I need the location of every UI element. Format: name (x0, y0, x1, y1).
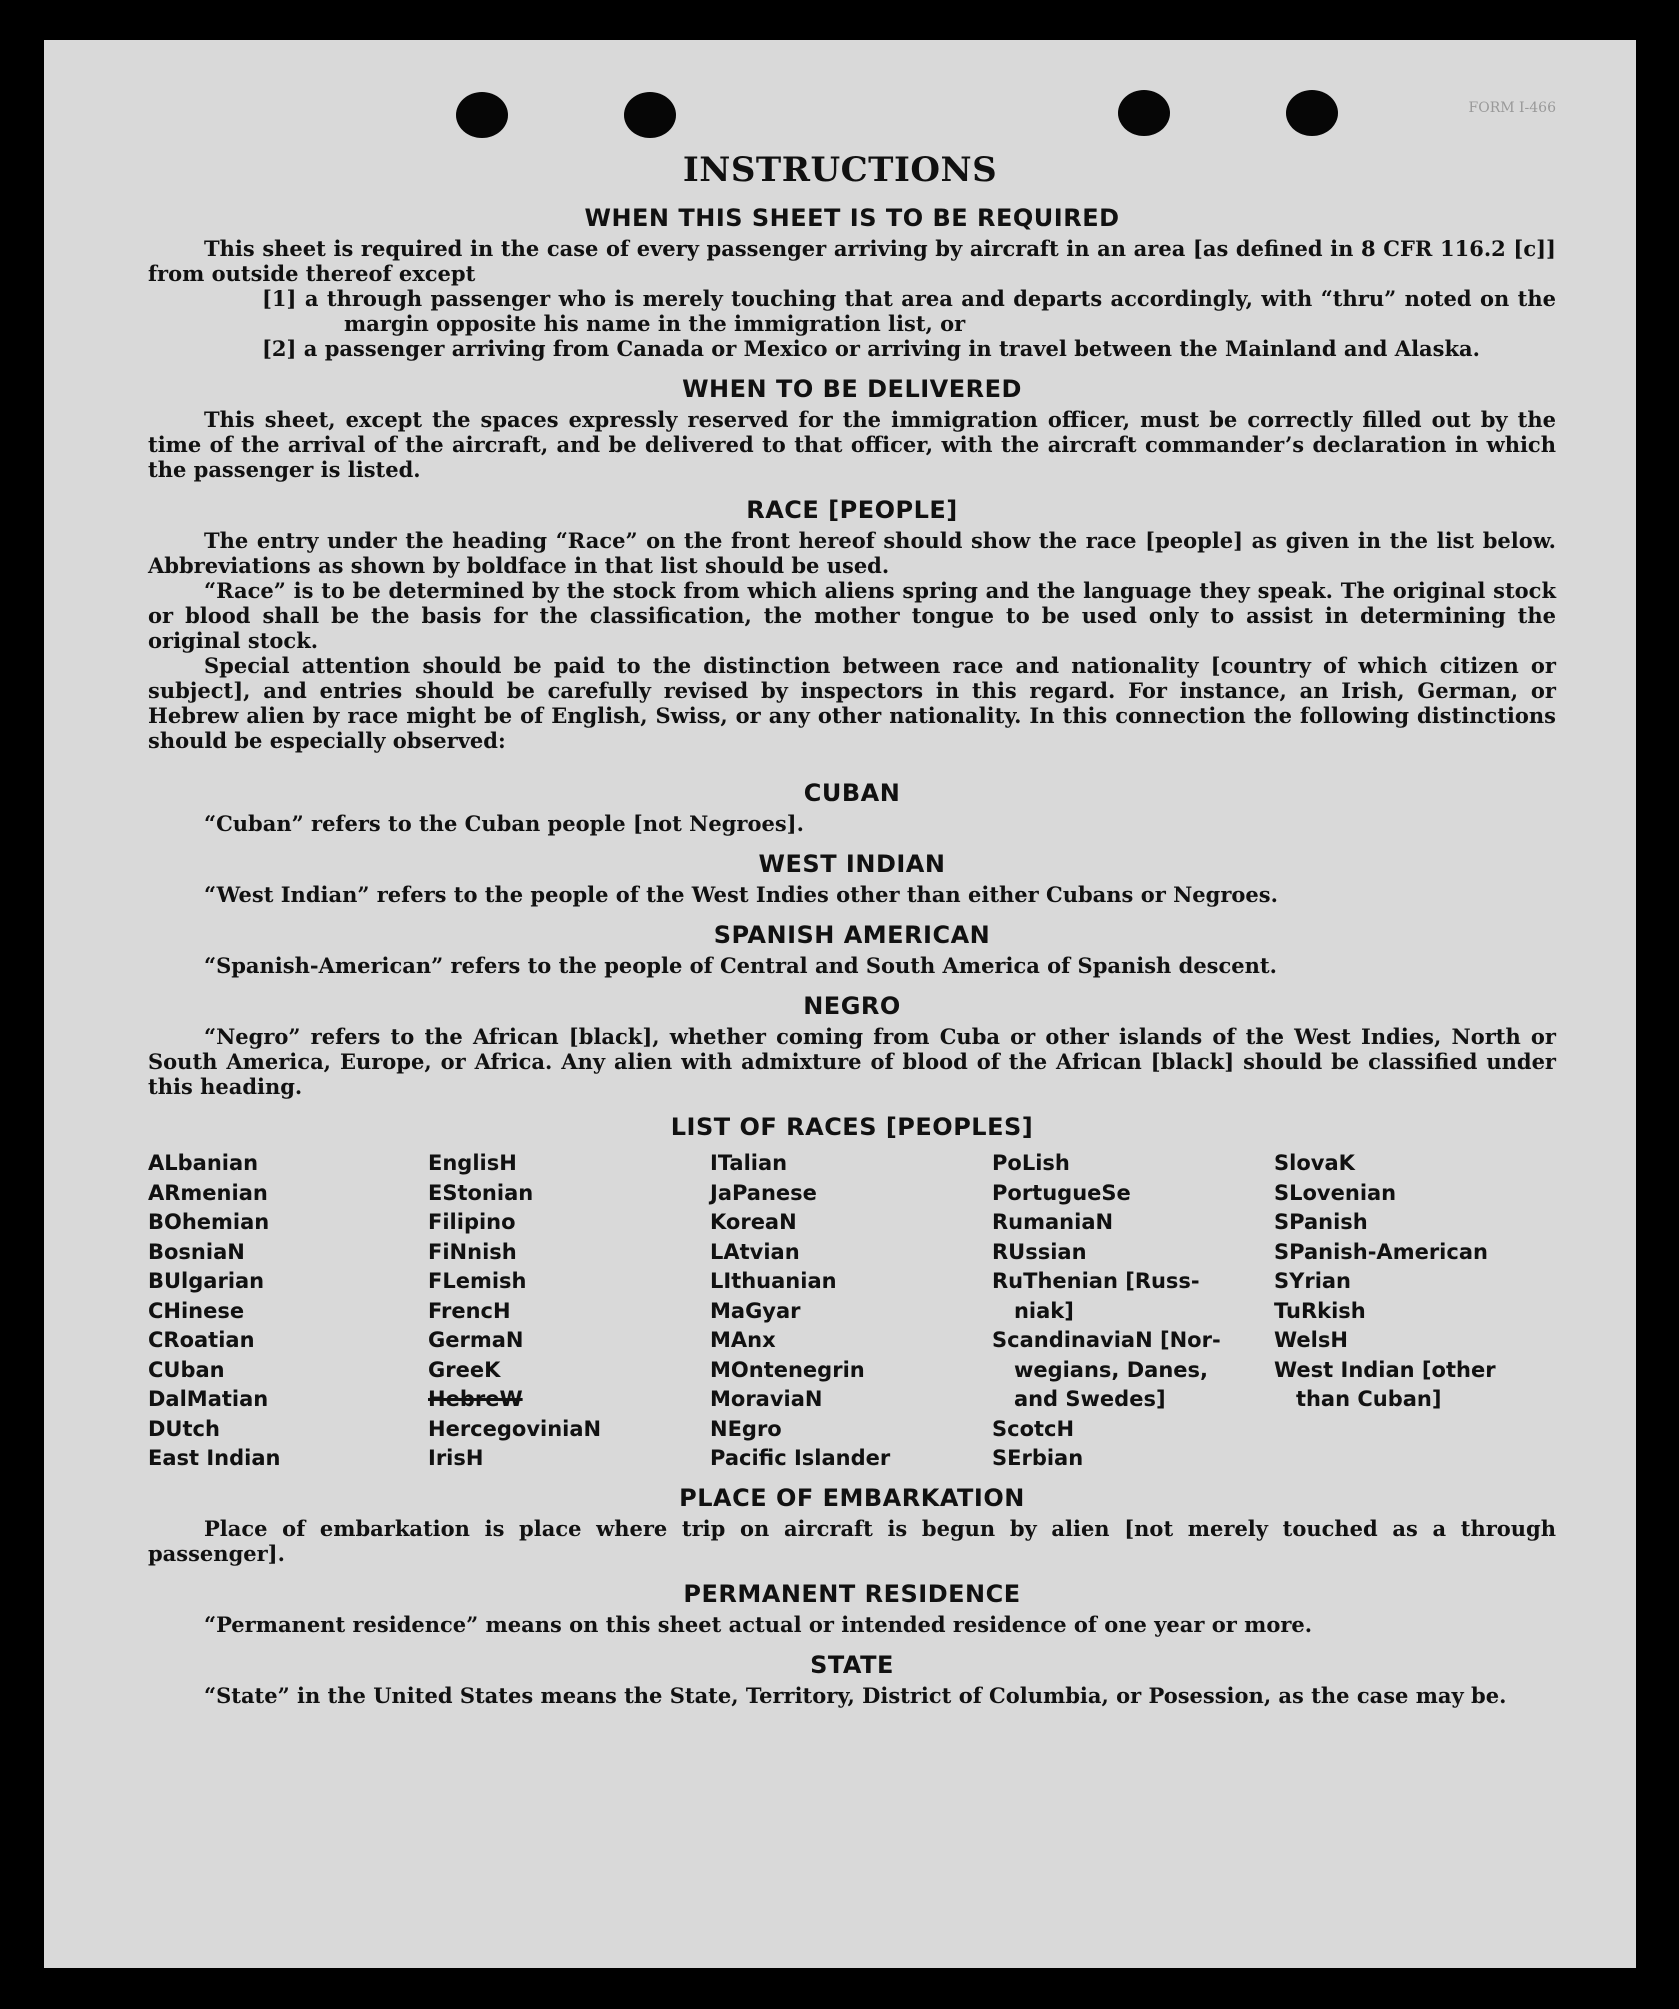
races-column-4 (992, 1149, 1274, 1474)
race-entry: DalMatian (148, 1387, 269, 1411)
races-list (148, 1149, 1556, 1474)
race-entry: KoreaN (710, 1210, 797, 1234)
spanish-american-text: “Spanish-American” refers to the people of Central and South America of Spanish descent. (204, 953, 1277, 978)
race-entry: NEgro (710, 1416, 782, 1441)
negro-text: “Negro” refers to the African [black], whether coming from Cuba or other islands of the West Indies, North or South America, Europe, or Africa. Any alien with admixture of blood of the African [black] should be classified under this heading. (148, 1024, 1556, 1099)
section-heading-race: RACE [PEOPLE] (746, 496, 958, 524)
race-entry: CHinese (148, 1298, 245, 1323)
race-entry: Pacific Islander (710, 1446, 891, 1470)
race-entry: CRoatian (148, 1328, 255, 1352)
race-entry: BOhemian (148, 1210, 270, 1234)
race-entry: LAtvian (710, 1239, 800, 1264)
race-entry: niak] (992, 1298, 1074, 1323)
race-entry: RuThenian [Russ- (992, 1269, 1200, 1293)
race-entry: EStonian (428, 1180, 534, 1205)
race-entry: SYrian (1274, 1269, 1352, 1293)
section-heading-delivered: WHEN TO BE DELIVERED (682, 375, 1022, 403)
race-entry: MaGyar (710, 1298, 801, 1323)
punch-hole (1286, 90, 1338, 136)
race-entry: Filipino (428, 1210, 516, 1234)
race-entry: SlovaK (1274, 1151, 1355, 1175)
race-entry: HercegoviniaN (428, 1416, 602, 1441)
race-entry: MAnx (710, 1328, 776, 1352)
race-entry: RUssian (992, 1239, 1087, 1264)
race-paragraph-1: The entry under the heading “Race” on the front hereof should show the race [people] as given in the list below. Abbreviations as shown by boldface in that list should be used. (148, 528, 1556, 578)
delivered-text: This sheet, except the spaces expressly reserved for the immigration officer, must be correctly filled out by the time of the arrival of the aircraft, and be delivered to that officer, with the aircraft commander’s declaration in which the passenger is listed. (148, 407, 1556, 482)
race-entry: TuRkish (1274, 1298, 1366, 1323)
race-entry: MOntenegrin (710, 1357, 865, 1382)
race-paragraph-2: “Race” is to be determined by the stock from which aliens spring and the language they speak. The original stock or blood shall be the basis for the classification, the mother tongue to be used only to assist in determining the original stock. (148, 578, 1556, 653)
punch-hole (456, 92, 508, 138)
west-indian-text: “West Indian” refers to the people of the West Indies other than either Cubans or Negroes. (204, 882, 1278, 907)
race-entry: ScotcH (992, 1416, 1075, 1441)
instructions-body (148, 200, 1556, 1708)
section-heading-spanish-american: SPANISH AMERICAN (713, 921, 991, 949)
race-entry: GermaN (428, 1328, 524, 1352)
race-entry: CUban (148, 1357, 225, 1382)
races-column-3 (710, 1149, 992, 1474)
required-item-2: [2] a passenger arriving from Canada or Mexico or arriving in travel between the Mainland and Alaska. (262, 336, 1480, 361)
section-heading-state: STATE (810, 1650, 894, 1679)
race-entry: DUtch (148, 1416, 220, 1441)
races-column-5 (1274, 1149, 1556, 1474)
punch-hole (1118, 90, 1170, 136)
race-entry: LIthuanian (710, 1269, 837, 1293)
race-entry: SLovenian (1274, 1180, 1397, 1205)
race-entry-struck-out: HebreW (428, 1387, 523, 1411)
race-entry: SPanish (1274, 1210, 1368, 1234)
required-intro: This sheet is required in the case of every passenger arriving by aircraft in an area [as defined in 8 CFR 116.2 [c]] from outside thereof except (148, 236, 1556, 286)
section-heading-races-list: LIST OF RACES [PEOPLES] (670, 1113, 1034, 1141)
race-entry: GreeK (428, 1357, 501, 1382)
race-entry: FiNnish (428, 1239, 517, 1264)
section-heading-cuban: CUBAN (803, 779, 901, 807)
race-entry: BUlgarian (148, 1269, 265, 1293)
race-entry: ALbanian (148, 1151, 259, 1175)
punch-hole (624, 92, 676, 138)
race-entry: WelsH (1274, 1328, 1348, 1352)
races-column-2 (428, 1149, 710, 1474)
race-entry: FrencH (428, 1298, 511, 1323)
race-entry: West Indian [other (1274, 1357, 1496, 1382)
race-entry: MoraviaN (710, 1387, 823, 1411)
race-entry: PortugueSe (992, 1180, 1131, 1205)
section-heading-west-indian: WEST INDIAN (758, 850, 946, 878)
race-entry: ITalian (710, 1151, 788, 1175)
residence-text: “Permanent residence” means on this sheet actual or intended residence of one year or more. (204, 1611, 1313, 1637)
race-entry: JaPanese (710, 1180, 817, 1205)
race-entry: PoLish (992, 1151, 1070, 1175)
race-entry: SErbian (992, 1446, 1084, 1470)
document-sheet (44, 40, 1636, 1968)
race-entry: FLemish (428, 1269, 527, 1293)
race-entry: RumaniaN (992, 1210, 1114, 1234)
race-entry: and Swedes] (992, 1387, 1166, 1411)
section-heading-required: WHEN THIS SHEET IS TO BE REQUIRED (584, 204, 1120, 232)
race-entry: IrisH (428, 1446, 484, 1470)
race-entry: EnglisH (428, 1151, 517, 1175)
required-item-1: [1] a through passenger who is merely touching that area and departs accordingly, with “thru” noted on the margin opposite his name in the immigration list, or (262, 286, 1556, 336)
section-heading-negro: NEGRO (803, 992, 901, 1020)
section-heading-residence: PERMANENT RESIDENCE (683, 1579, 1021, 1608)
race-entry: ARmenian (148, 1180, 268, 1205)
race-paragraph-3: Special attention should be paid to the distinction between race and nationality [country of which citizen or subject], and entries should be carefully revised by inspectors in this regard. For instance, an Irish, German, or Hebrew alien by race might be of English, Swiss, or any other nationality. In this connection the following distinctions should be especially observed: (148, 653, 1556, 753)
race-entry: BosniaN (148, 1239, 245, 1264)
embarkation-text: Place of embarkation is place where trip on aircraft is begun by alien [not merely touched as a through passenger]. (148, 1515, 1556, 1566)
page-title: INSTRUCTIONS (682, 150, 998, 190)
state-text: “State” in the United States means the State, Territory, District of Columbia, or Posession, as the case may be. (204, 1682, 1507, 1708)
cuban-text: “Cuban” refers to the Cuban people [not Negroes]. (204, 811, 804, 836)
race-entry: ScandinaviaN [Nor- (992, 1328, 1221, 1352)
bleed-through-form-number: FORM I-466 (1468, 100, 1556, 116)
section-heading-embarkation: PLACE OF EMBARKATION (679, 1483, 1025, 1512)
races-column-1 (148, 1149, 428, 1474)
race-entry: SPanish-American (1274, 1239, 1488, 1264)
race-entry: East Indian (148, 1446, 281, 1470)
race-entry: wegians, Danes, (992, 1357, 1208, 1382)
race-entry: than Cuban] (1274, 1387, 1442, 1411)
